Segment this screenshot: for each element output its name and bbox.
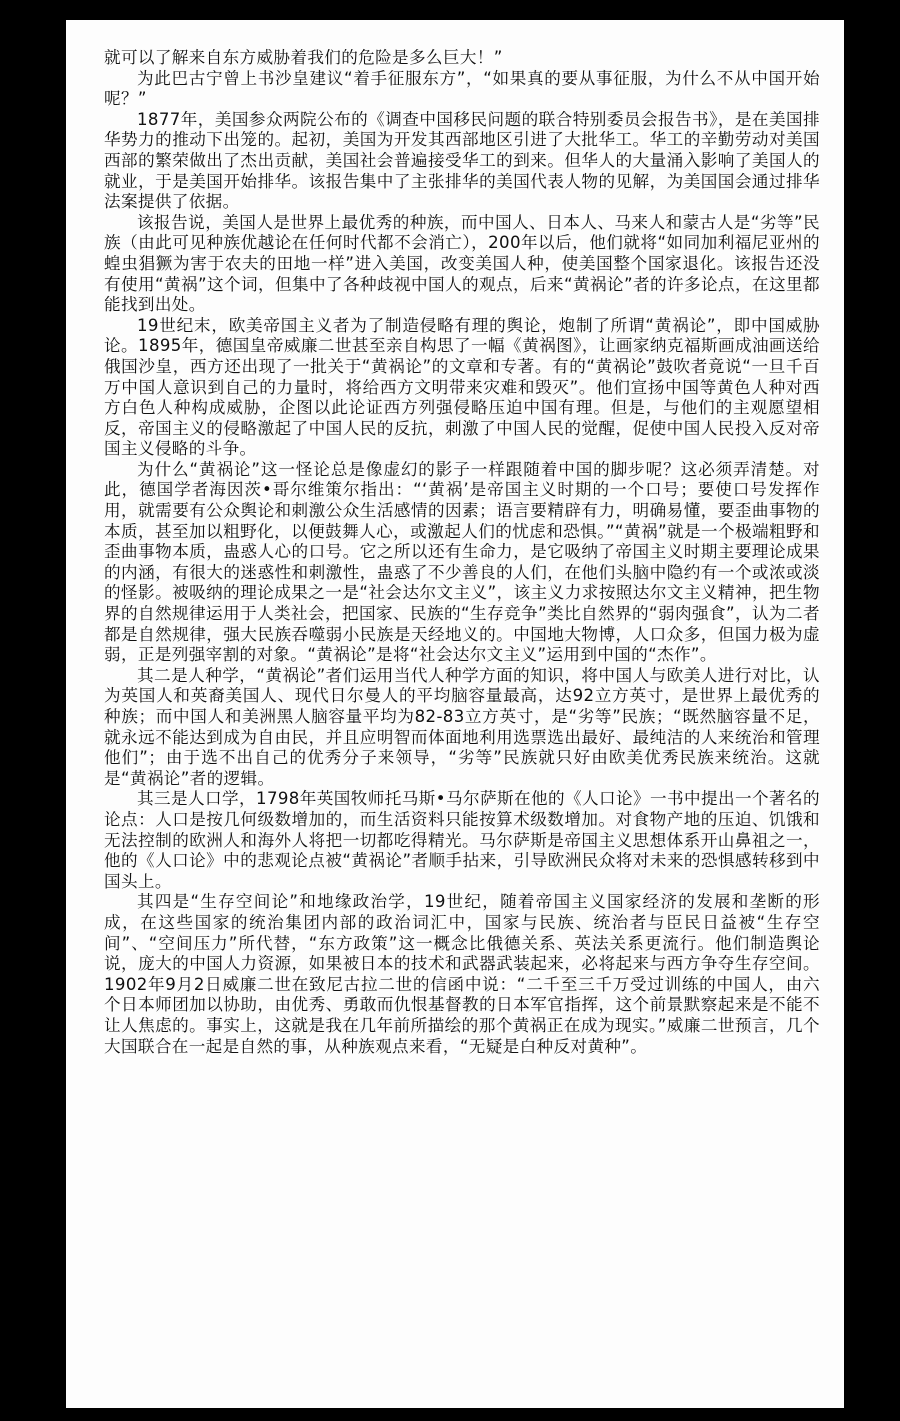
paragraph: 1877年，美国参众两院公布的《调查中国移民问题的联合特别委员会报告书》，是在美国排华势力的推动下出笼的。起初，美国为开发其西部地区引进了大批华工。华工的辛勤劳动对美国西部的繁荣做出了杰出贡献，美国社会普遍接受华工的到来。但华人的大量涌入影响了美国人的就业，于是美国开始排华。该报告集中了主张排华的美国代表人物的见解，为美国国会通过排华法案提供了依据。 xyxy=(104,109,820,212)
body-text xyxy=(104,48,820,1057)
paragraph: 该报告说，美国人是世界上最优秀的种族，而中国人、日本人、马来人和蒙古人是“劣等”民族（由此可见种族优越论在任何时代都不会消亡），200年以后，他们就将“如同加利福尼亚州的蝗虫猖獗为害于农夫的田地一样”进入美国，改变美国人种，使美国整个国家退化。该报告还没有使用“黄祸”这个词，但集中了各种歧视中国人的观点，后来“黄祸论”者的许多论点，在这里都能找到出处。 xyxy=(104,212,820,315)
paragraph: 其二是人种学，“黄祸论”者们运用当代人种学方面的知识，将中国人与欧美人进行对比，认为英国人和英裔美国人、现代日尔曼人的平均脑容量最高，达92立方英寸，是世界上最优秀的种族；而中国人和美洲黑人脑容量平均为82-83立方英寸，是“劣等”民族；“既然脑容量不足，就永远不能达到成为自由民，并且应明智而体面地利用选票选出最好、最纯洁的人来统治和管理他们”；由于选不出自己的优秀分子来领导，“劣等”民族就只好由欧美优秀民族来统治。这就是“黄祸论”者的逻辑。 xyxy=(104,665,820,788)
paragraph: 19世纪末，欧美帝国主义者为了制造侵略有理的舆论，炮制了所谓“黄祸论”，即中国威胁论。1895年，德国皇帝威廉二世甚至亲自构思了一幅《黄祸图》，让画家纳克福斯画成油画送给俄国沙皇，西方还出现了一批关于“黄祸论”的文章和专著。有的“黄祸论”鼓吹者竟说“一旦千百万中国人意识到自己的力量时，将给西方文明带来灾难和毁灭”。他们宣扬中国等黄色人种对西方白色人种构成威胁，企图以此论证西方列强侵略压迫中国有理。但是，与他们的主观愿望相反，帝国主义的侵略激起了中国人民的反抗，刺激了中国人民的觉醒，促使中国人民投入反对帝国主义侵略的斗争。 xyxy=(104,315,820,459)
document-page xyxy=(66,20,844,1408)
paragraph: 为此巴古宁曾上书沙皇建议“着手征服东方”，“如果真的要从事征服，为什么不从中国开始呢？” xyxy=(104,68,820,109)
paragraph: 其三是人口学，1798年英国牧师托马斯•马尔萨斯在他的《人口论》一书中提出一个著名的论点：人口是按几何级数增加的，而生活资料只能按算术级数增加。对食物产地的压迫、饥饿和无法控制的欧洲人和海外人将把一切都吃得精光。马尔萨斯是帝国主义思想体系开山鼻祖之一，他的《人口论》中的悲观论点被“黄祸论”者顺手拈来，引导欧洲民众将对未来的恐惧感转移到中国头上。 xyxy=(104,789,820,891)
paragraph: 就可以了解来自东方威胁着我们的危险是多么巨大！” xyxy=(104,48,503,67)
paragraph: 为什么“黄祸论”这一怪论总是像虚幻的影子一样跟随着中国的脚步呢？这必须弄清楚。对此，德国学者海因茨•哥尔维策尔指出：“‘黄祸’是帝国主义时期的一个口号；要使口号发挥作用，就需要有公众舆论和刺激公众生活感情的因素；语言要精辟有力，明确易懂，要歪曲事物的本质，甚至加以粗野化，以便鼓舞人心，或激起人们的忧虑和恐惧。”“黄祸”就是一个极端粗野和歪曲事物本质，蛊惑人心的口号。它之所以还有生命力，是它吸纳了帝国主义时期主要理论成果的内涵，有很大的迷惑性和刺激性，蛊惑了不少善良的人们，在他们头脑中隐约有一个或浓或淡的怪影。被吸纳的理论成果之一是“社会达尔文主义”，该主义力求按照达尔文主义精神，把生物界的自然规律运用于人类社会，把国家、民族的“生存竞争”类比自然界的“弱肉强食”，认为二者都是自然规律，强大民族吞噬弱小民族是天经地义的。中国地大物博，人口众多，但国力极为虚弱，正是列强宰割的对象。“黄祸论”是将“社会达尔文主义”运用到中国的“杰作”。 xyxy=(104,459,820,665)
paragraph: 其四是“生存空间论”和地缘政治学，19世纪，随着帝国主义国家经济的发展和垄断的形成，在这些国家的统治集团内部的政治词汇中，国家与民族、统治者与臣民日益被“生存空间”、“空间压力”所代替，“东方政策”这一概念比俄德关系、英法关系更流行。他们制造舆论说，庞大的中国人力资源，如果被日本的技术和武器武装起来，必将起来与西方争夺生存空间。1902年9月2日威廉二世在致尼古拉二世的信函中说：“二千至三千万受过训练的中国人，由六个日本师团加以协助，由优秀、勇敢而仇恨基督教的日本军官指挥，这个前景默察起来是不能不让人焦虑的。事实上，这就是我在几年前所描绘的那个黄祸正在成为现实。”威廉二世预言，几个大国联合在一起是自然的事，从种族观点来看，“无疑是白种反对黄种”。 xyxy=(104,892,820,1056)
